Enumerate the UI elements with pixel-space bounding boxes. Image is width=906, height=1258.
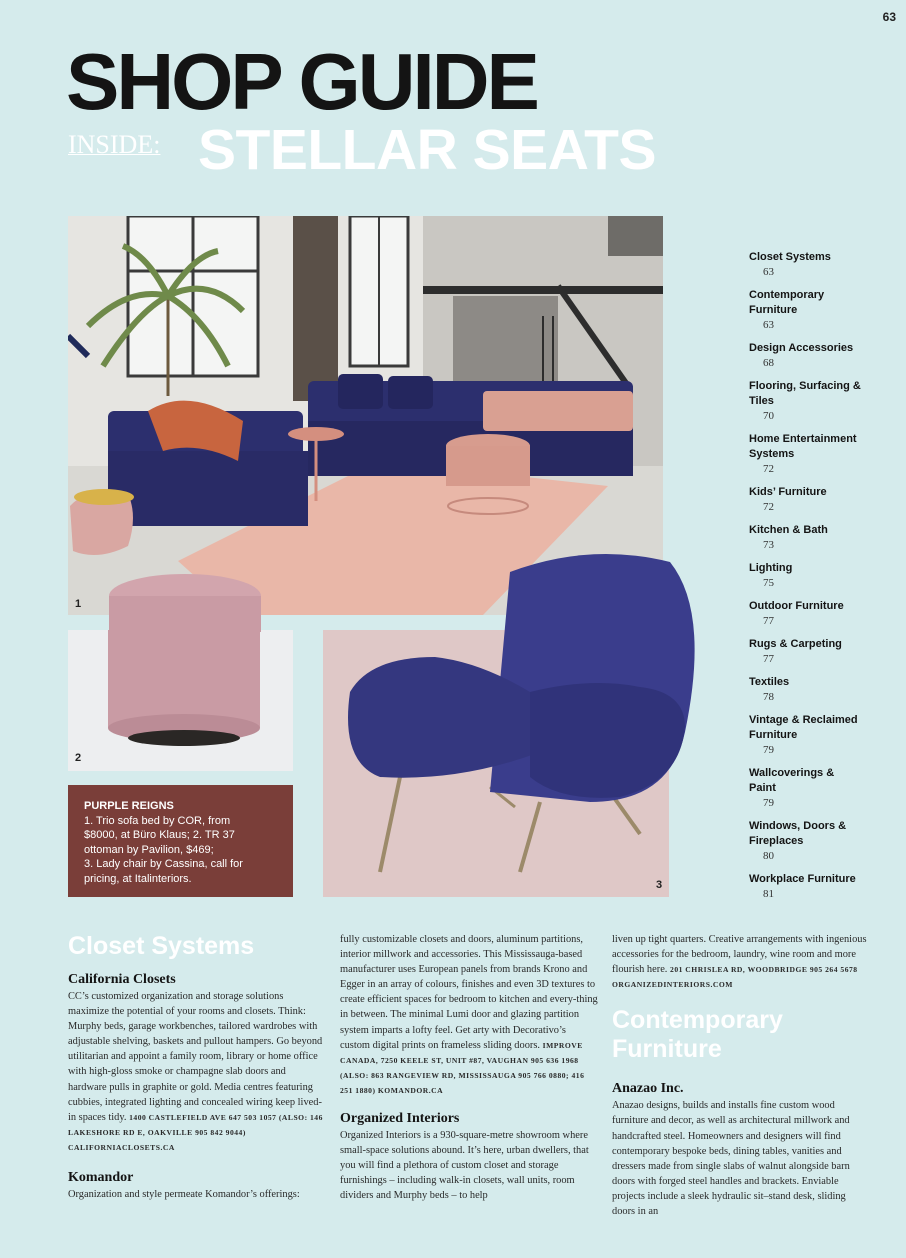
index-item[interactable]	[749, 250, 899, 280]
index-item[interactable]	[749, 872, 899, 902]
company-description	[340, 932, 598, 1098]
index-item[interactable]	[749, 341, 899, 371]
index-item-name: Textiles	[749, 676, 790, 688]
company-body: Anazao designs, builds and installs fine custom wood furniture and decor, as well as architectural millwork and handcrafted steel. Homeowners and designers will find contemporary bespoke beds, dining tables, vanities and dressers made from single slabs of walnut alongside barn doors with forged steel handles and brackets. Enviable projects include a sleek hydraulic sit–stand desk, sliding doors in an	[612, 1100, 850, 1218]
index-item-name: Vintage & Reclaimed Furniture	[749, 714, 858, 741]
index-item-page: 68	[763, 357, 774, 369]
index-item[interactable]	[749, 713, 899, 758]
index-item-page: 72	[763, 501, 774, 513]
index-item-name: Rugs & Carpeting	[749, 638, 842, 650]
page-title: SHOP GUIDE	[66, 37, 537, 126]
index-item-page: 70	[763, 410, 774, 422]
category-index	[749, 250, 899, 910]
caption-line: 1. Trio sofa bed by COR, from	[84, 814, 231, 827]
company-name-anazao: Anazao Inc.	[612, 1081, 684, 1097]
index-item-page: 81	[763, 888, 774, 900]
index-item-name: Flooring, Surfacing & Tiles	[749, 380, 861, 407]
article-column-1	[68, 932, 326, 1210]
company-name-california-closets: California Closets	[68, 972, 176, 987]
company-body: Organized Interiors is a 930-square-metre showroom where small-space solutions abound. It’s here, urban dwellers, that you will find a plethora of custom closet and storage furnishings – including walk-in closets, wall units, room dividers and Murphy beds – to help	[340, 1130, 589, 1202]
photo-number-3: 3	[656, 879, 663, 891]
index-item-page: 72	[763, 463, 774, 475]
index-item[interactable]	[749, 379, 899, 424]
index-item-name: Closet Systems	[749, 251, 831, 263]
company-body: Organization and style permeate Komandor’s offerings:	[68, 1189, 300, 1201]
caption-line: pricing, at Italinteriors.	[84, 872, 192, 885]
feature-subtitle: STELLAR SEATS	[198, 118, 656, 182]
index-item[interactable]	[749, 637, 899, 667]
index-item-name: Wallcoverings & Paint	[749, 767, 835, 794]
company-address: IMPROVE CANADA, 7250 KEELE ST, UNIT #87, VAUGHAN 905 636 1968 (ALSO: 863 RANGEVIEW RD, MISSISSAUGA 905 766 0880; 416 251 1880) KOMANDOR.CA	[340, 1040, 585, 1095]
index-item-page: 77	[763, 615, 774, 627]
company-address: 1400 CASTLEFIELD AVE 647 503 1057 (ALSO: 146 LAKESHORE RD E, OAKVILLE 905 842 9044) CALIFORNIACLOSETS.CA	[68, 1112, 323, 1152]
section-heading-closet-systems: Closet Systems	[68, 932, 255, 960]
article-column-2	[340, 932, 598, 1212]
ottoman-photo	[68, 630, 293, 771]
index-item[interactable]	[749, 819, 899, 864]
index-item-name: Outdoor Furniture	[749, 600, 844, 612]
index-item-page: 75	[763, 577, 774, 589]
index-item-name: Windows, Doors & Fireplaces	[749, 820, 847, 847]
index-item-page: 78	[763, 691, 774, 703]
index-item-name: Design Accessories	[749, 342, 854, 354]
index-item[interactable]	[749, 288, 899, 333]
index-item-page: 80	[763, 850, 774, 862]
lady-chair-illustration	[340, 552, 702, 882]
company-body: fully customizable closets and doors, aluminum partitions, interior millwork and accessories. This Mississauga-based manufacturer uses European panels from brands Krono and Egger in an array of colours, finishes and even 3D textures to create efficient spaces for bedroom to kitchen and every-thing in between. The minimal Lumi door and glazing partition system imparts a lofty feel. Get arty with Decorativo’s custom digital prints on frameless sliding doors.	[340, 934, 598, 1051]
section-heading-contemporary-furniture: Contemporary Furniture	[612, 1006, 783, 1064]
index-item[interactable]	[749, 675, 899, 705]
company-body: CC’s customized organization and storage solutions maximize the potential of your rooms and closets. Think: Murphy beds, garage workbenches, tailored wardrobes with adjustable shelving, baskets and pullout hampers. Go beyond utilitarian and appoint a family room, library or home office with high-gloss smoke or champagne slab doors and hardware pulls in graphite or gold. Media centres featuring cubbies, integrated lighting and concealed wiring keep lived-in spaces tidy.	[68, 991, 323, 1123]
index-item-name: Kids’ Furniture	[749, 486, 827, 498]
index-item[interactable]	[749, 561, 899, 591]
caption-line: 3. Lady chair by Cassina, call for	[84, 858, 243, 870]
index-item[interactable]	[749, 432, 899, 477]
index-item[interactable]	[749, 523, 899, 553]
photo-number-1: 1	[75, 598, 82, 610]
index-item-name: Lighting	[749, 562, 793, 574]
index-item-page: 73	[763, 539, 774, 551]
company-name-komandor: Komandor	[68, 1170, 134, 1186]
page-number: 63	[882, 10, 896, 24]
photo-number-2: 2	[75, 752, 82, 764]
caption-line: $8000, at Büro Klaus; 2. TR 37	[84, 829, 235, 841]
index-item-page: 63	[763, 266, 774, 278]
index-item[interactable]	[749, 485, 899, 515]
index-item[interactable]	[749, 599, 899, 629]
inside-label: INSIDE:	[68, 130, 161, 159]
company-address: 201 CHRISLEA RD, WOODBRIDGE 905 264 5678 ORGANIZEDINTERIORS.COM	[612, 965, 858, 990]
company-name-organized-interiors: Organized Interiors	[340, 1111, 460, 1127]
company-description	[612, 932, 870, 992]
ottoman-illustration	[68, 630, 293, 771]
caption-line: ottoman by Pavilion, $469;	[84, 843, 214, 856]
index-item-page: 63	[763, 319, 774, 331]
caption-heading: PURPLE REIGNS	[84, 800, 174, 812]
index-item-page: 79	[763, 797, 774, 809]
index-item-name: Workplace Furniture	[749, 873, 856, 885]
caption-box	[68, 785, 293, 897]
index-item-page: 77	[763, 653, 774, 665]
company-body: liven up tight quarters. Creative arrangements with ingenious accessories for the bedroom, laundry, wine room and more flourish here.	[612, 934, 867, 976]
index-item-name: Home Entertainment Systems	[749, 433, 857, 460]
index-item-name: Contemporary Furniture	[749, 289, 825, 316]
ottoman-top-illustration	[106, 570, 264, 632]
index-item-name: Kitchen & Bath	[749, 524, 828, 536]
article-column-3	[612, 932, 870, 1227]
index-item-page: 79	[763, 744, 774, 756]
index-item[interactable]	[749, 766, 899, 811]
company-description	[68, 989, 326, 1155]
